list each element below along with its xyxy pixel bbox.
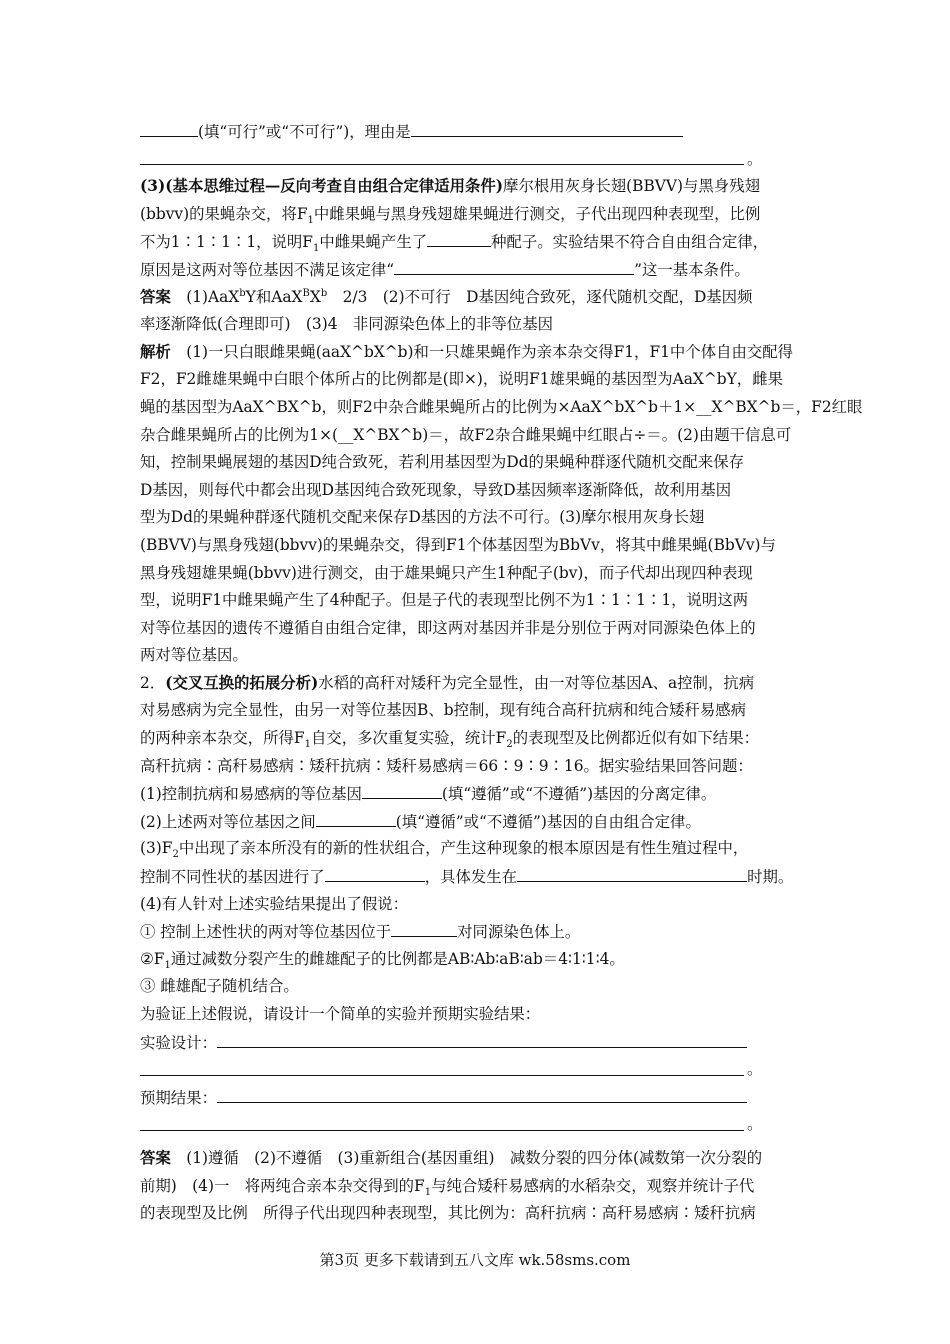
answer-blank[interactable] xyxy=(427,228,491,247)
q1-part3-line-3: 不为1∶1∶1∶1，说明$F_1$中雌果蝇产生了 种配子。实验结果不符合自由组合定律， xyxy=(140,228,820,256)
q2-stem-line-1: 2．(交叉互换的拓展分析)水稻的高秆对矮秆为完全显性，由一对等位基因A、a控制，抗病 xyxy=(140,673,755,692)
q1-analysis-line-8: (BBVV)与黑身残翅(bbvv)的果蝇杂交，得到F1个体基因型为BbVv，将其中雌果蝇(BbVv)与 xyxy=(140,535,776,554)
q2-hypothesis-1: ① 控制上述性状的两对等位基因位于 对同源染色体上。 xyxy=(140,918,820,946)
q1-analysis-line-9: 黑身残翅雄果蝇(bbvv)进行测交，由于雄果蝇只产生1种配子(bv)，而子代却出现四种表现 xyxy=(140,563,753,582)
q2-answer-line-2: 前期) (4)一 将两纯合亲本杂交得到的$F_1$与纯合矮秆易感病的水稻杂交，观察并统计子代 xyxy=(140,1176,755,1198)
experiment-design-line-1: 实验设计： xyxy=(140,1029,820,1057)
experiment-design-line-2: 。 xyxy=(140,1056,820,1084)
q2-part1: (1)控制抗病和易感病的等位基因 (填“遵循”或“不遵循”)基因的分离定律。 xyxy=(140,780,820,808)
answer-blank[interactable] xyxy=(362,780,442,799)
q1-tail-line-1: (填“可行”或“不可行”)，理由是 xyxy=(140,118,820,146)
answer-label: 答案 xyxy=(140,287,171,306)
answer-line[interactable] xyxy=(140,164,744,165)
q2-stem-line-3: 的两种亲本杂交，所得$F_1$自交，多次重复实验，统计$F_2$的表现型及比例都近似有如下结果： xyxy=(140,729,759,751)
q2-hypothesis-3: ③ 雌雄配子随机结合。 xyxy=(140,977,299,996)
answer-blank[interactable] xyxy=(394,256,634,275)
q1-tail-line-2: 。 xyxy=(140,146,820,174)
q2-stem-line-2: 对易感病为完全显性，由另一对等位基因B、b控制，现有纯合高秆抗病和纯合矮秆易感病 xyxy=(140,701,747,720)
q1-analysis-line-10: 型，说明F1中雌果蝇产生了4种配子。但是子代的表现型比例不为1∶1∶1∶1，说明这两 xyxy=(140,591,749,610)
expected-result-line-2: 。 xyxy=(140,1111,820,1139)
answer-blank[interactable] xyxy=(391,918,457,937)
answer-blank[interactable] xyxy=(517,863,747,882)
answer-blank[interactable] xyxy=(411,118,683,137)
answer-label: 答案 xyxy=(140,1148,171,1167)
q1-analysis-line-12: 两对等位基因。 xyxy=(140,646,248,665)
q1-analysis-line-7: 型为Dd的果蝇种群逐代随机交配来保存D基因的方法不可行。(3)摩尔根用灰身长翅 xyxy=(140,508,705,527)
q1-part3-line-4: 原因是这两对等位基因不满足该定律“ ”这一基本条件。 xyxy=(140,256,820,284)
q2-part2: (2)上述两对等位基因之间 (填“遵循”或“不遵循”)基因的自由组合定律。 xyxy=(140,808,820,836)
q2-stem-line-4: 高秆抗病∶高秆易感病∶矮秆抗病∶矮秆易感病＝66∶9∶9∶16。据实验结果回答问题： xyxy=(140,756,753,775)
q1-analysis-line-1: 解析 (1)一只白眼雌果蝇(aaX^bX^b)和一只雄果蝇作为亲本杂交得F1，F1中个体自由交配得 xyxy=(140,342,794,361)
answer-blank[interactable] xyxy=(325,863,425,882)
answer-blank[interactable] xyxy=(316,808,396,827)
analysis-label: 解析 xyxy=(140,342,171,361)
q2-part3-line-2: 控制不同性状的基因进行了 ，具体发生在 时期。 xyxy=(140,863,820,891)
q1-analysis-line-2: F2，F2雌雄果蝇中白眼个体所占的比例都是(即×)，说明F1雄果蝇的基因型为AaX^bY，雌果 xyxy=(140,370,783,389)
answer-line[interactable] xyxy=(140,1075,744,1076)
q1-part3-line-2: (bbvv)的果蝇杂交，将$F_1$中雌果蝇与黑身残翅雄果蝇进行测交，子代出现四种表现型，比例 xyxy=(140,204,761,226)
q1-analysis-line-11: 对等位基因的遗传不遵循自由组合定律，即这两对基因并非是分别位于两对同源染色体上的 xyxy=(140,618,756,637)
q2-hypothesis-2: $②F_1$通过减数分裂产生的雌雄配子的比例都是AB∶Ab∶aB∶ab＝4∶1∶1∶4。 xyxy=(140,949,625,971)
expected-result-line-1: 预期结果： xyxy=(140,1084,820,1112)
q1-analysis-line-6: D基因，则每代中都会出现D基因纯合致死现象，导致D基因频率逐渐降低，故利用基因 xyxy=(140,480,732,499)
q2-part4: (4)有人针对上述实验结果提出了假说： xyxy=(140,894,409,913)
q1-answer-line-2: 率逐渐降低(合理即可) (3)4 非同源染色体上的非等位基因 xyxy=(140,315,553,334)
experiment-design-blank[interactable] xyxy=(217,1029,747,1048)
q2-part3-line-1: $(3)F_2$中出现了亲本所没有的新的性状组合，产生这种现象的根本原因是有性生殖过程中， xyxy=(140,839,749,861)
q2-verify-prompt: 为验证上述假说，请设计一个简单的实验并预期实验结果： xyxy=(140,1005,541,1023)
page-footer: 第3页 更多下载请到五八文库 wk.58sms.com xyxy=(319,1251,631,1269)
answer-line[interactable] xyxy=(140,1130,744,1131)
expected-result-blank[interactable] xyxy=(217,1084,747,1103)
q1-answer-line-1: 答案 (1)AaX$^b$Y和$AaX^BX^b$ 2/3 (2)不可行 D基因纯合致死，逐代随机交配，D基因频 xyxy=(140,287,753,306)
q1-analysis-line-5: 知，控制果蝇展翅的基因D纯合致死，若利用基因型为Dd的果蝇种群逐代随机交配来保存 xyxy=(140,453,744,472)
q2-answer-line-3: 的表现型及比例 所得子代出现四种表现型，其比例为：高秆抗病∶高秆易感病∶矮秆抗病 xyxy=(140,1204,756,1223)
q1-analysis-line-4: 杂合雌果蝇所占的比例为1×(__X^BX^b)＝，故F2杂合雌果蝇中红眼占÷＝。(2)由题干信息可 xyxy=(140,425,792,444)
answer-blank[interactable] xyxy=(140,118,198,137)
q2-answer-line-1: 答案 (1)遵循 (2)不遵循 (3)重新组合(基因重组) 减数分裂的四分体(减数第一次分裂的 xyxy=(140,1148,763,1167)
q1-part3-line-1: (3)(基本思维过程—反向考查自由组合定律适用条件)摩尔根用灰身长翅(BBVV)与黑身残翅 xyxy=(140,177,760,196)
q1-analysis-line-3: 蝇的基因型为AaX^BX^b，则F2中杂合雌果蝇所占的比例为×AaX^bX^b＋1×__X^BX^b＝，F2红眼 xyxy=(140,397,863,416)
document-page xyxy=(140,118,863,1228)
